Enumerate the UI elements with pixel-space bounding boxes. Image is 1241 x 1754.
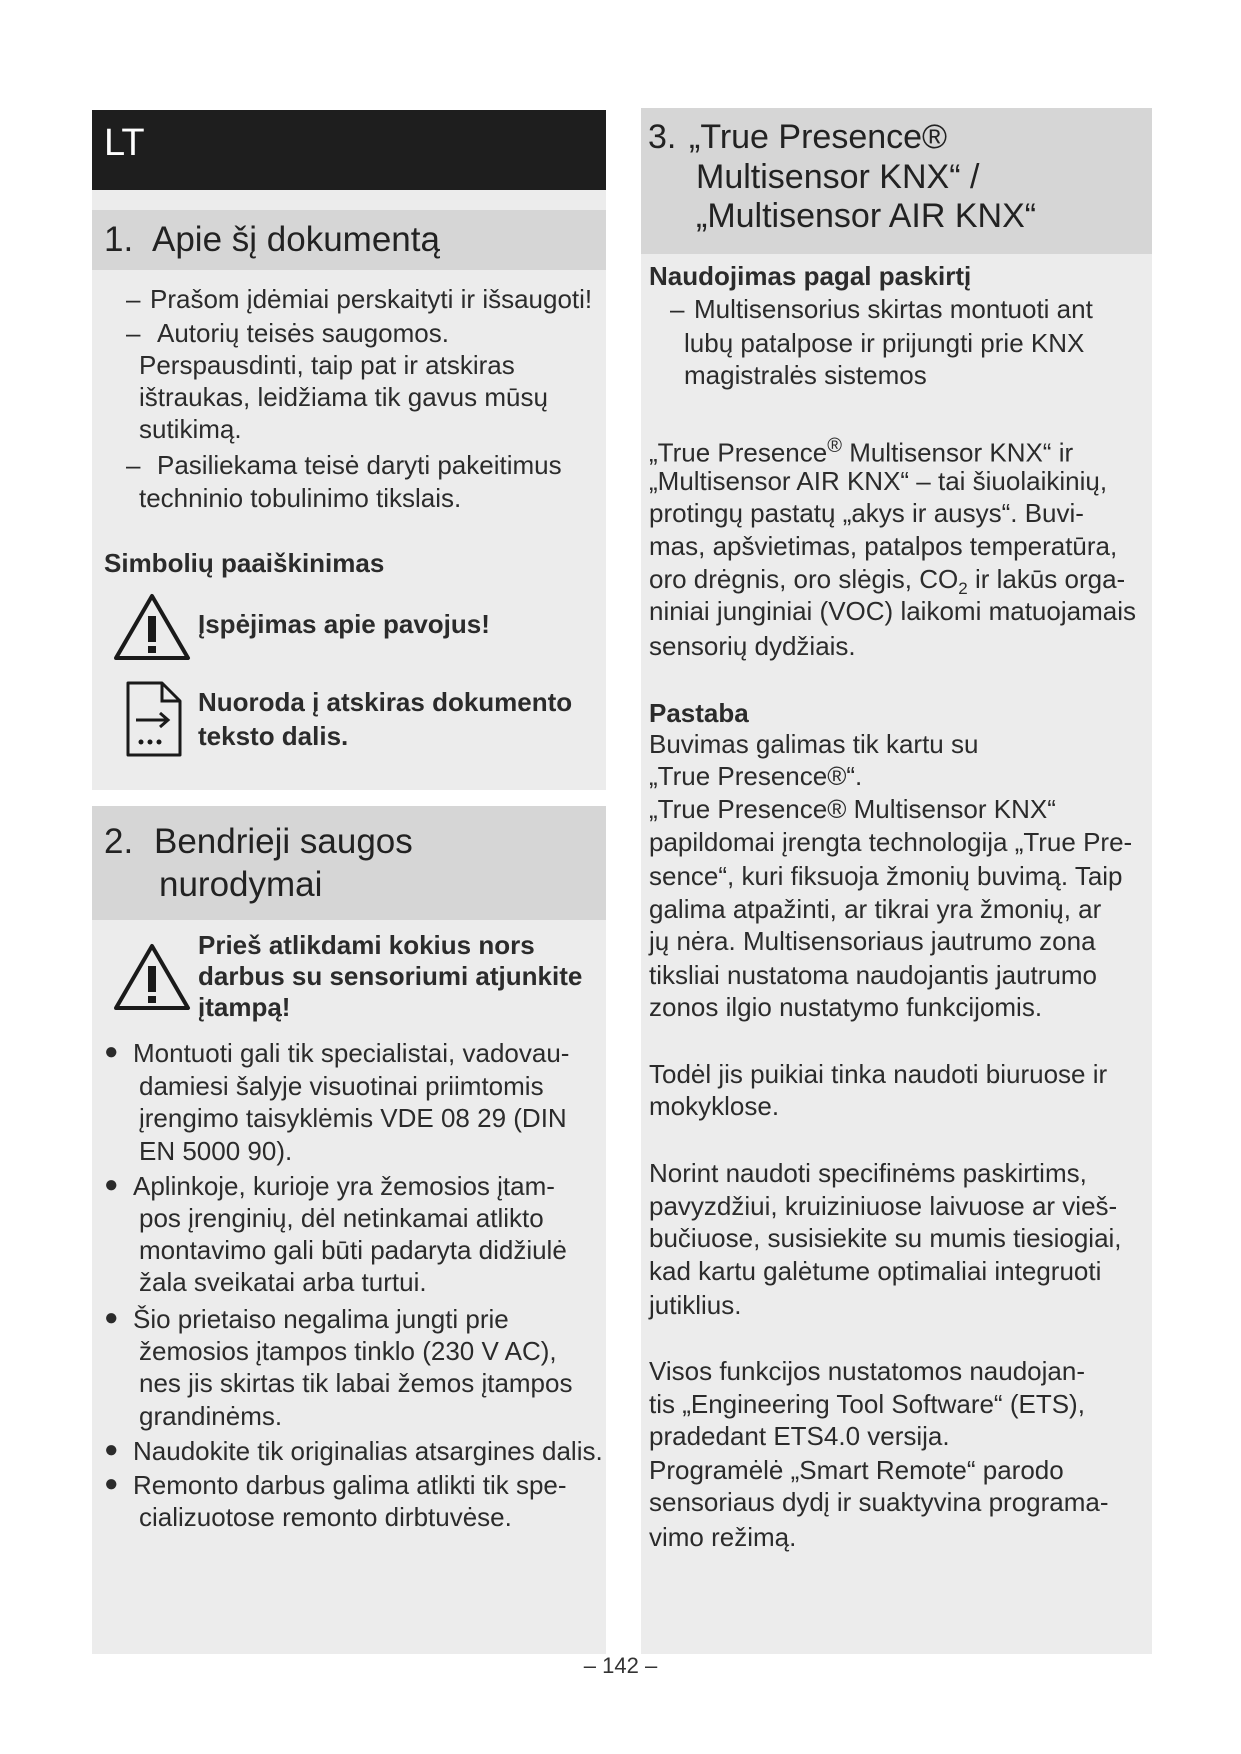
- section-3-title: „True Presence®: [689, 118, 948, 156]
- section-3-number: 3.: [648, 118, 677, 156]
- list-item: Remonto darbus galima atlikti tik spe-: [133, 1470, 567, 1500]
- usage-heading: Naudojimas pagal paskirtį: [649, 261, 972, 291]
- usage-text: Multisensorius skirtas montuoti ant: [694, 294, 1093, 324]
- document-reference-icon: [124, 680, 184, 758]
- bullet-icon: ●: [104, 1304, 119, 1331]
- reference-label: Nuoroda į atskiras dokumento: [198, 687, 573, 717]
- list-item: Aplinkoje, kurioje yra žemosios įtam-: [133, 1171, 555, 1201]
- safety-warning: Prieš atlikdami kokius nors: [198, 930, 535, 960]
- warning-triangle-icon: [112, 592, 192, 662]
- language-code: LT: [104, 122, 144, 164]
- section-2-title: Bendrieji saugos: [154, 822, 413, 861]
- section-2-heading: 2. Bendrieji saugos nurodymai: [92, 806, 606, 920]
- warning-triangle-icon: [112, 942, 192, 1012]
- list-item: Naudokite tik originalias atsargines dalis.: [133, 1436, 603, 1466]
- bullet-icon: ●: [104, 1171, 119, 1198]
- section-1-number: 1.: [104, 220, 134, 259]
- section-3-heading: 3. „True Presence® Multisensor KNX“ / „Multisensor AIR KNX“: [641, 108, 1152, 254]
- symbols-heading: Simbolių paaiškinimas: [104, 548, 385, 578]
- list-item: Pasiliekama teisė daryti pakeitimus: [157, 450, 562, 480]
- bullet-icon: ●: [104, 1436, 119, 1463]
- bullet-icon: ●: [104, 1470, 119, 1497]
- list-item: Autorių teisės saugomos.: [157, 318, 449, 348]
- section-2-number: 2.: [104, 822, 134, 861]
- list-item: Šio prietaiso negalima jungti prie: [133, 1304, 509, 1334]
- section-separator: [92, 790, 606, 806]
- section-1-title: Apie šį dokumentą: [152, 220, 440, 259]
- language-tab: [92, 110, 606, 190]
- list-item: Montuoti gali tik specialistai, vadovau-: [133, 1038, 570, 1068]
- section-1-heading: [92, 210, 606, 270]
- list-item: Prašom įdėmiai perskaityti ir išsaugoti!: [150, 284, 593, 314]
- page-number: – 142 –: [583, 1653, 658, 1678]
- bullet-icon: ●: [104, 1038, 119, 1065]
- note-heading: Pastaba: [649, 698, 749, 728]
- warning-label: Įspėjimas apie pavojus!: [198, 609, 490, 639]
